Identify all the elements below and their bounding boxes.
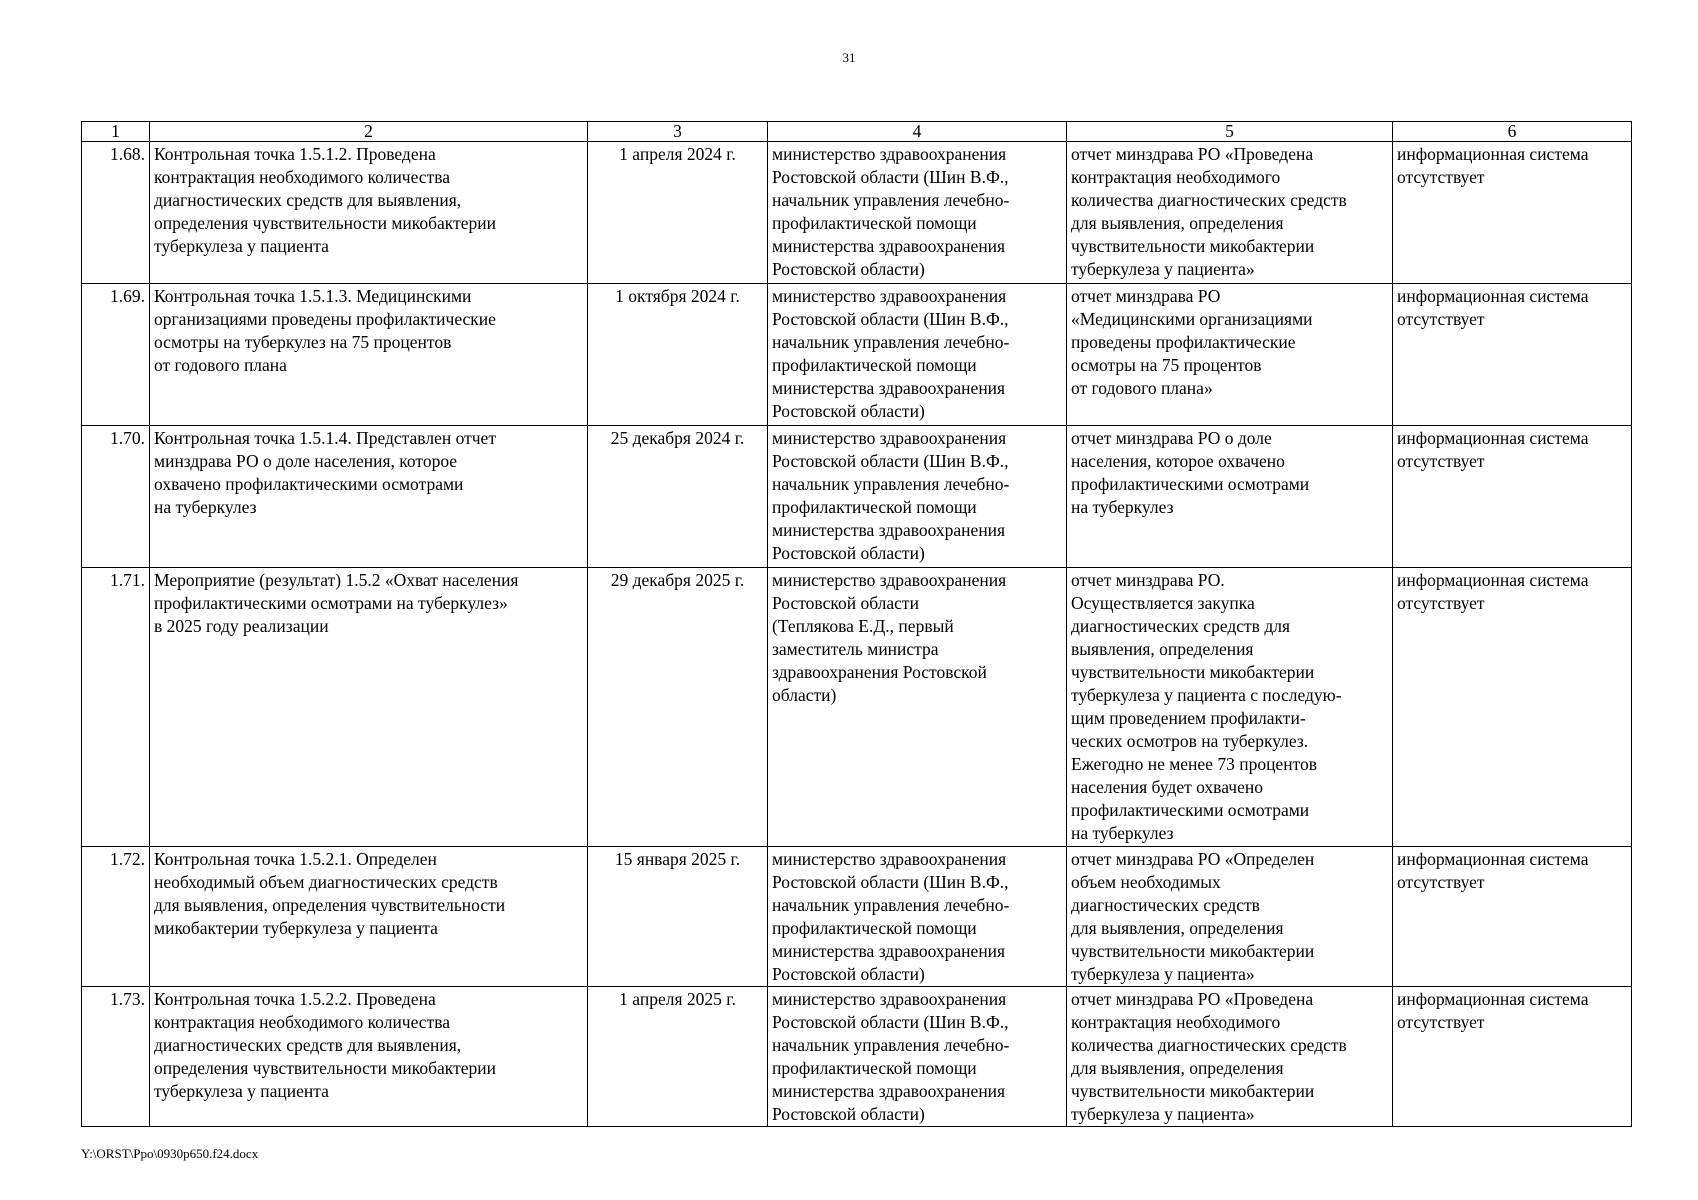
column-header-4: 4 [768,122,1067,142]
row-date: 1 апреля 2024 г. [588,142,768,284]
row-document: отчет минздрава РО «Проведена контрактация необходимого количества диагностических средств для выявления, определения чувствительности микобактерии туберкулеза у пациента» [1067,142,1393,284]
row-description: Контрольная точка 1.5.1.2. Проведена контрактация необходимого количества диагностических средств для выявления, определения чувствительности микобактерии туберкулеза у пациента [150,142,588,284]
row-date: 25 декабря 2024 г. [588,426,768,568]
column-header-1: 1 [82,122,150,142]
row-document: отчет минздрава РО о доле населения, которое охвачено профилактическими осмотрами на туберкулез [1067,426,1393,568]
row-responsible: министерство здравоохранения Ростовской области (Шин В.Ф., начальник управления лечебно- профилактической помощи министерства здравоохранения Ростовской области) [768,426,1067,568]
row-number: 1.70. [82,426,150,568]
table-row [82,568,1632,847]
row-document: отчет минздрава РО. Осуществляется закупка диагностических средств для выявления, определения чувствительности микобактерии туберкулеза у пациента с последую- щим проведением профилакти- ческих осмотров на туберкулез. Ежегодно не менее 73 процентов населения будет охвачено профилактическими осмотрами на туберкулез [1067,568,1393,847]
column-header-5: 5 [1067,122,1393,142]
row-responsible: министерство здравоохранения Ростовской области (Шин В.Ф., начальник управления лечебно- профилактической помощи министерства здравоохранения Ростовской области) [768,142,1067,284]
row-number: 1.73. [82,987,150,1127]
row-system: информационная система отсутствует [1393,142,1632,284]
table-row [82,847,1632,987]
column-header-3: 3 [588,122,768,142]
row-responsible: министерство здравоохранения Ростовской области (Шин В.Ф., начальник управления лечебно- профилактической помощи министерства здравоохранения Ростовской области) [768,284,1067,426]
row-system: информационная система отсутствует [1393,987,1632,1127]
table-row [82,426,1632,568]
row-system: информационная система отсутствует [1393,568,1632,847]
table-row [82,987,1632,1127]
column-header-6: 6 [1393,122,1632,142]
row-description: Контрольная точка 1.5.2.2. Проведена контрактация необходимого количества диагностических средств для выявления, определения чувствительности микобактерии туберкулеза у пациента [150,987,588,1127]
table-row [82,142,1632,284]
row-document: отчет минздрава РО «Медицинскими организациями проведены профилактические осмотры на 75 процентов от годового плана» [1067,284,1393,426]
row-system: информационная система отсутствует [1393,847,1632,987]
row-date: 1 октября 2024 г. [588,284,768,426]
row-responsible: министерство здравоохранения Ростовской области (Теплякова Е.Д., первый заместитель министра здравоохранения Ростовской области) [768,568,1067,847]
row-responsible: министерство здравоохранения Ростовской области (Шин В.Ф., начальник управления лечебно- профилактической помощи министерства здравоохранения Ростовской области) [768,987,1067,1127]
row-document: отчет минздрава РО «Определен объем необходимых диагностических средств для выявления, определения чувствительности микобактерии туберкулеза у пациента» [1067,847,1393,987]
row-date: 15 января 2025 г. [588,847,768,987]
row-document: отчет минздрава РО «Проведена контрактация необходимого количества диагностических средств для выявления, определения чувствительности микобактерии туберкулеза у пациента» [1067,987,1393,1127]
row-number: 1.72. [82,847,150,987]
row-description: Контрольная точка 1.5.2.1. Определен необходимый объем диагностических средств для выявления, определения чувствительности микобактерии туберкулеза у пациента [150,847,588,987]
row-responsible: министерство здравоохранения Ростовской области (Шин В.Ф., начальник управления лечебно- профилактической помощи министерства здравоохранения Ростовской области) [768,847,1067,987]
row-description: Мероприятие (результат) 1.5.2 «Охват населения профилактическими осмотрами на туберкулез» в 2025 году реализации [150,568,588,847]
row-date: 29 декабря 2025 г. [588,568,768,847]
plan-table [81,121,1632,1127]
table-row [82,284,1632,426]
row-system: информационная система отсутствует [1393,426,1632,568]
footer-file-path: Y:\ORST\Ppo\0930p650.f24.docx [81,1146,259,1161]
row-number: 1.69. [82,284,150,426]
column-header-2: 2 [150,122,588,142]
row-system: информационная система отсутствует [1393,284,1632,426]
row-date: 1 апреля 2025 г. [588,987,768,1127]
row-description: Контрольная точка 1.5.1.3. Медицинскими организациями проведены профилактические осмотры на туберкулез на 75 процентов от годового плана [150,284,588,426]
page-number: 31 [842,50,856,65]
row-number: 1.68. [82,142,150,284]
row-description: Контрольная точка 1.5.1.4. Представлен отчет минздрава РО о доле населения, которое охвачено профилактическими осмотрами на туберкулез [150,426,588,568]
header-row [82,122,1632,142]
row-number: 1.71. [82,568,150,847]
